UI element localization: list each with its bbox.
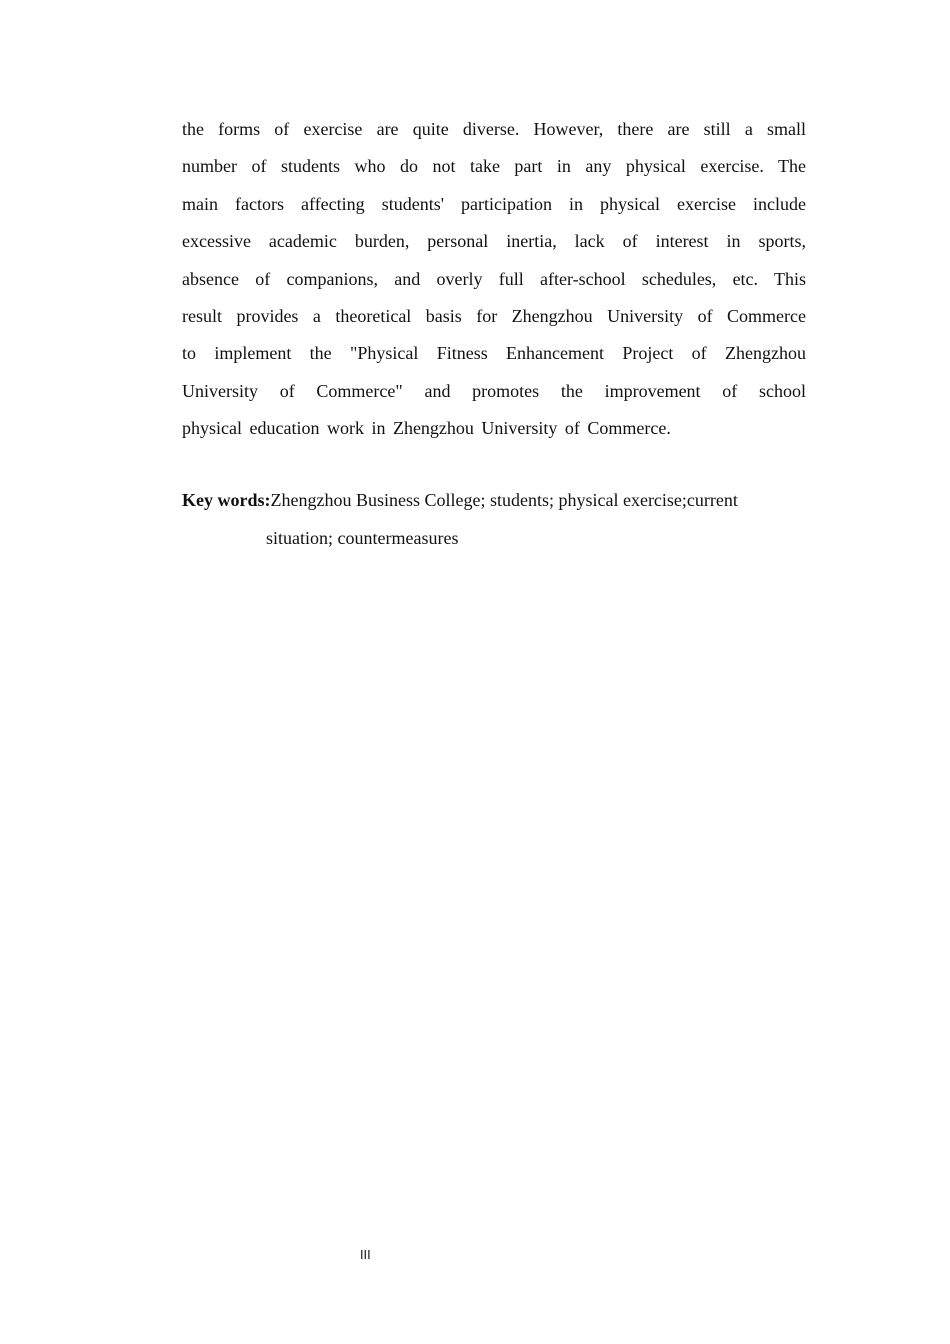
keywords-label: Key words: [182, 490, 271, 510]
abstract-line: main factors affecting students' participation in physical exercise include [182, 193, 806, 214]
abstract-line: result provides a theoretical basis for Zhengzhou University of Commerce [182, 305, 806, 326]
abstract-line: University of Commerce" and promotes the improvement of school [182, 380, 806, 401]
abstract-line: the forms of exercise are quite diverse. However, there are still a small [182, 119, 806, 139]
abstract-paragraph [182, 111, 806, 448]
abstract-line: to implement the "Physical Fitness Enhancement Project of Zhengzhou [182, 343, 806, 364]
keywords-line [182, 481, 822, 519]
keywords-section [182, 481, 822, 557]
keywords-continuation: situation; countermeasures [266, 528, 459, 548]
abstract-line: physical education work in Zhengzhou University of Commerce. [182, 418, 671, 439]
keywords-text: Zhengzhou Business College; students; physical exercise;current [270, 490, 738, 510]
page-number: III [360, 1248, 371, 1262]
abstract-line: number of students who do not take part in any physical exercise. The [182, 156, 806, 177]
abstract-line: excessive academic burden, personal inertia, lack of interest in sports, [182, 231, 806, 252]
abstract-line: absence of companions, and overly full after-school schedules, etc. This [182, 268, 806, 289]
